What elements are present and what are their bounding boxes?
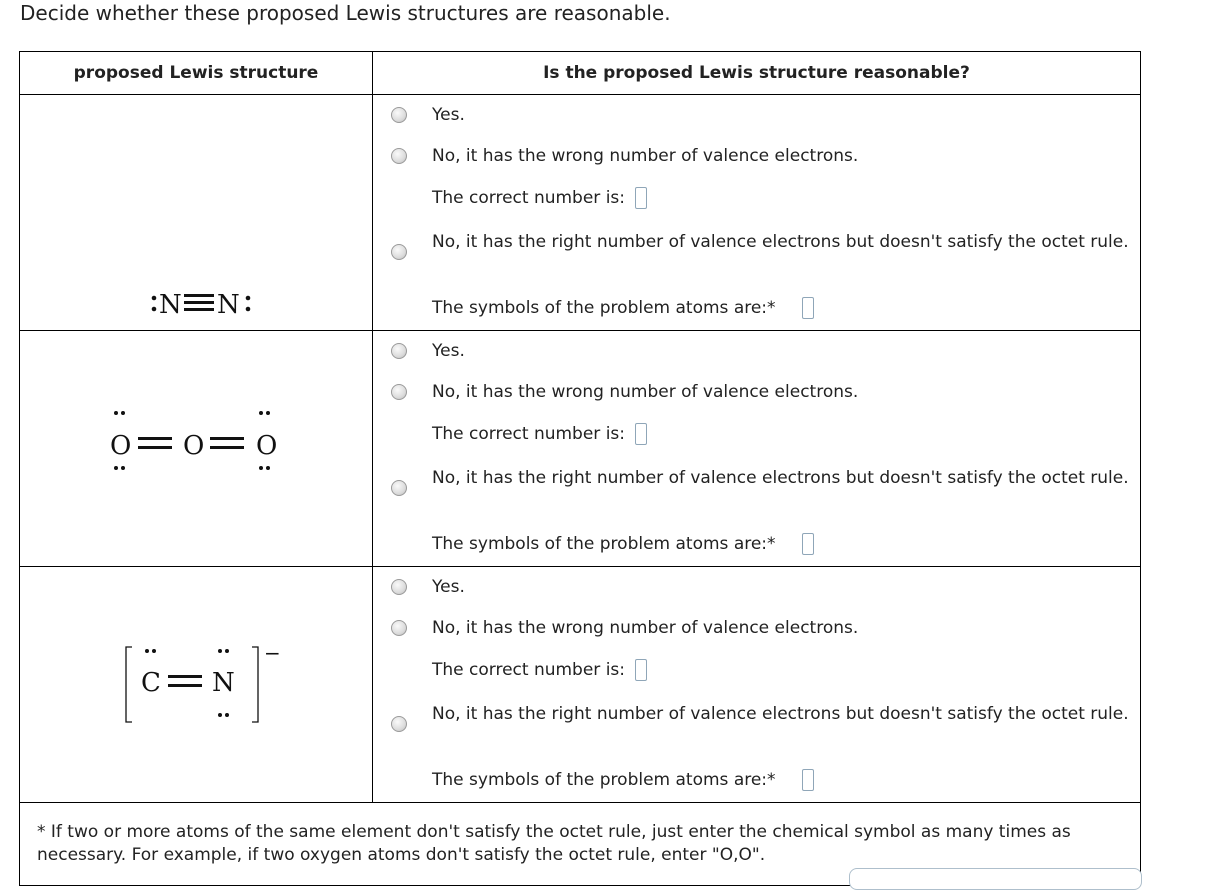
correct-number-input[interactable]: [635, 187, 647, 209]
correct-number-line: [432, 658, 647, 682]
problem-atoms-label: The symbols of the problem atoms are:*: [432, 770, 776, 790]
problem-atoms-input[interactable]: [802, 297, 814, 319]
option-yes-label: Yes.: [432, 577, 465, 597]
lone-pair-dot: [145, 649, 149, 653]
lone-pair-dot: [225, 649, 229, 653]
atom-symbol: O: [110, 431, 132, 461]
lone-pair-dot: [218, 649, 222, 653]
lewis-structure-cn: [20, 567, 372, 802]
lone-pair-dot: [218, 713, 222, 717]
structure-cell-o3: [20, 331, 373, 567]
footnote: * If two or more atoms of the same element don't satisfy the octet rule, just enter the chemical symbol as many times as necessary. For example, if two oxygen atoms don't satisfy the octet rule, enter "O,O".: [20, 803, 1141, 886]
question-prompt: Decide whether these proposed Lewis structures are reasonable.: [20, 1, 671, 25]
atom-symbol: O: [183, 431, 205, 461]
radio-yes[interactable]: [391, 107, 407, 123]
bracket-left: [126, 647, 132, 722]
table-row: [20, 567, 1141, 803]
col-header-reasonable: Is the proposed Lewis structure reasonable?: [373, 52, 1141, 95]
table-header-row: [20, 52, 1141, 95]
bracket-right: [252, 647, 258, 722]
option-octet-label: No, it has the right number of valence electrons but doesn't satisfy the octet rule.: [432, 468, 1129, 488]
correct-number-label: The correct number is:: [432, 188, 626, 208]
radio-octet[interactable]: [391, 244, 407, 260]
lone-pair-dot: [121, 466, 125, 470]
option-yes-label: Yes.: [432, 341, 465, 361]
lone-pair-dot: [152, 649, 156, 653]
atom-symbol: N: [212, 668, 235, 698]
correct-number-line: [432, 186, 647, 210]
charge-symbol: −: [264, 641, 281, 665]
atom-symbol: N: [217, 290, 240, 320]
problem-atoms-input[interactable]: [802, 533, 814, 555]
bond-line: [168, 684, 202, 687]
option-yes-label: Yes.: [432, 105, 465, 125]
bond-line: [138, 446, 172, 449]
lone-pair-dot: [121, 411, 125, 415]
correct-number-label: The correct number is:: [432, 660, 626, 680]
correct-number-label: The correct number is:: [432, 424, 626, 444]
lone-pair-dot: [225, 713, 229, 717]
bond-line: [138, 437, 172, 440]
lone-pair-dot: [152, 307, 157, 312]
structure-cell-cn: [20, 567, 373, 803]
lone-pair-dot: [266, 466, 270, 470]
correct-number-input[interactable]: [635, 659, 647, 681]
atom-symbol: O: [256, 431, 278, 461]
lewis-structure-table: [19, 51, 1141, 886]
lone-pair-dot: [114, 466, 118, 470]
problem-atoms-line: [432, 296, 814, 320]
problem-atoms-line: [432, 532, 814, 556]
bond-line: [184, 294, 214, 297]
problem-atoms-label: The symbols of the problem atoms are:*: [432, 534, 776, 554]
option-wrong-valence-label: No, it has the wrong number of valence electrons.: [432, 382, 859, 402]
option-octet-label: No, it has the right number of valence electrons but doesn't satisfy the octet rule.: [432, 232, 1129, 252]
lone-pair-dot: [246, 307, 251, 312]
options-cell-o3: [373, 331, 1141, 567]
bond-line: [184, 308, 214, 311]
col-header-structure: proposed Lewis structure: [20, 52, 373, 95]
option-wrong-valence-label: No, it has the wrong number of valence electrons.: [432, 618, 859, 638]
bond-line: [210, 446, 244, 449]
radio-wrong-valence[interactable]: [391, 384, 407, 400]
correct-number-line: [432, 422, 647, 446]
lone-pair-dot: [259, 411, 263, 415]
problem-atoms-input[interactable]: [802, 769, 814, 791]
radio-yes[interactable]: [391, 343, 407, 359]
bond-line: [210, 437, 244, 440]
options-cell-cn: [373, 567, 1141, 803]
lone-pair-dot: [246, 296, 251, 301]
lone-pair-dot: [152, 296, 157, 301]
lone-pair-dot: [259, 466, 263, 470]
radio-octet[interactable]: [391, 716, 407, 732]
radio-wrong-valence[interactable]: [391, 620, 407, 636]
bond-line: [184, 301, 214, 304]
radio-octet[interactable]: [391, 480, 407, 496]
table-row: [20, 95, 1141, 331]
radio-yes[interactable]: [391, 579, 407, 595]
bond-line: [168, 675, 202, 678]
options-cell-n2: [373, 95, 1141, 331]
atom-symbol: N: [159, 290, 182, 320]
problem-atoms-line: [432, 768, 814, 792]
option-wrong-valence-label: No, it has the wrong number of valence electrons.: [432, 146, 859, 166]
radio-wrong-valence[interactable]: [391, 148, 407, 164]
option-octet-label: No, it has the right number of valence electrons but doesn't satisfy the octet rule.: [432, 704, 1129, 724]
lone-pair-dot: [114, 411, 118, 415]
structure-cell-n2: [20, 95, 373, 331]
lone-pair-dot: [266, 411, 270, 415]
lewis-structure-n2: [20, 95, 372, 330]
atom-symbol: C: [141, 668, 161, 698]
lewis-structure-o3: [20, 331, 372, 566]
problem-atoms-label: The symbols of the problem atoms are:*: [432, 298, 776, 318]
table-row: [20, 331, 1141, 567]
next-button[interactable]: [849, 868, 1142, 890]
correct-number-input[interactable]: [635, 423, 647, 445]
